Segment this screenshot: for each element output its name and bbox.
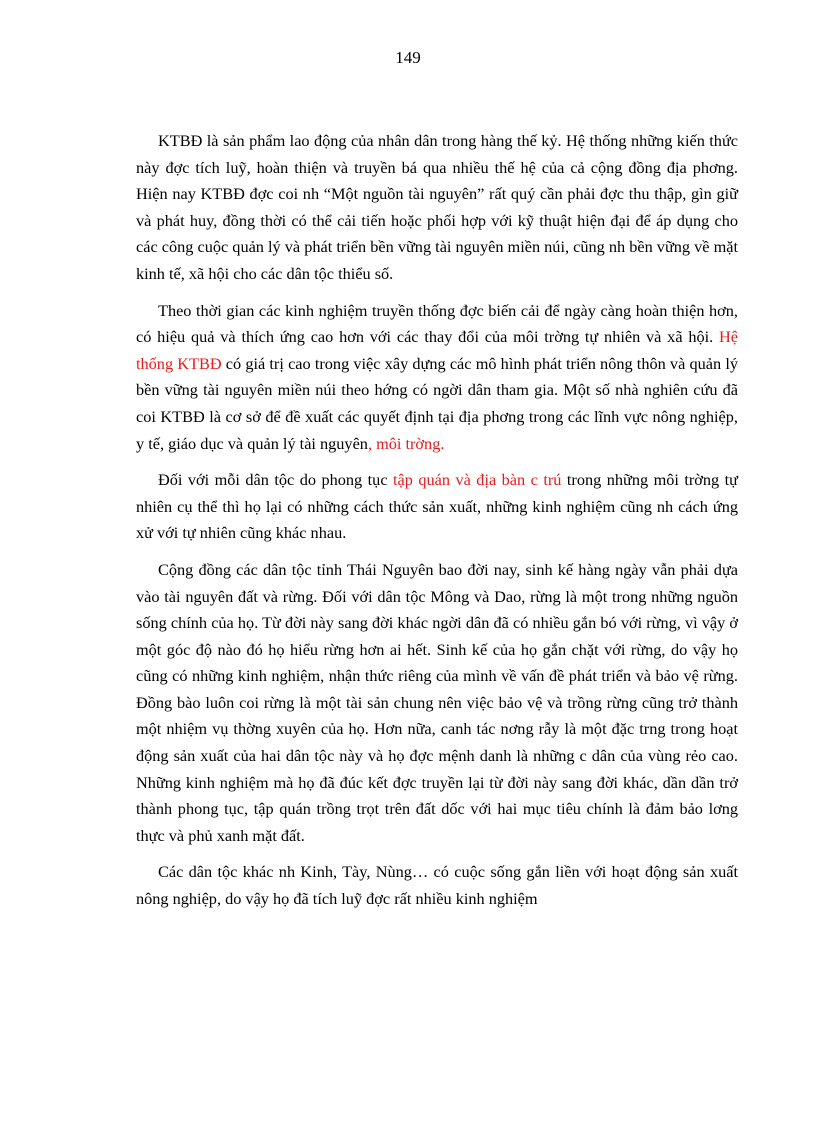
highlighted-text: Hệ thống KTBĐ xyxy=(136,327,738,373)
text-segment: trong những môi trờng tự nhiên cụ thể thì họ lại có những cách thức sản xuất, những kinh nghiệm cũng nh cách ứng xử với tự nhiên cũng khác nhau. xyxy=(136,470,739,543)
paragraph-5 xyxy=(136,859,738,912)
text-segment: Theo thời gian các kinh nghiệm truyền thống đợc biến cải để ngày càng hoàn thiện hơn, có hiệu quả và thích ứng cao hơn với các thay đổi của môi trờng tự nhiên và xã hội. xyxy=(136,300,738,347)
paragraph-2 xyxy=(136,298,738,458)
body-text xyxy=(136,128,738,913)
page-number: 149 xyxy=(395,48,421,67)
highlighted-text: , môi trờng. xyxy=(367,433,445,453)
highlighted-text: tập quán và địa bàn c trú xyxy=(393,470,562,490)
text-segment: KTBĐ là sản phẩm lao động của nhân dân trong hàng thế kỷ. Hệ thống những kiến thức này đợc tích luỹ, hoàn thiện và truyền bá qua nhiều thế hệ của cả cộng đồng địa phơng. Hiện nay KTBĐ đợc coi nh “Một nguồn tài nguyên” rất quý cần phải đợc thu thập, gìn giữ và phát huy, đồng thời có thể cải tiến hoặc phối hợp với kỹ thuật hiện đại để áp dụng cho các công cuộc quản lý và phát triển bền vững tài nguyên miền núi, cũng nh bền vững về mặt kinh tế, xã hội cho các dân tộc thiểu số. xyxy=(136,131,738,283)
paragraph-1 xyxy=(136,128,738,288)
paragraph-3 xyxy=(136,467,738,547)
text-segment: Cộng đồng các dân tộc tỉnh Thái Nguyên bao đời nay, sinh kế hàng ngày vẫn phải dựa vào tài nguyên đất và rừng. Đối với dân tộc Mông và Dao, rừng là một trong những nguồn sống chính của họ. Từ đời này sang đời khác ngời dân đã có nhiều gắn bó với rừng, vì vậy ở một góc độ nào đó họ hiểu rừng hơn ai hết. Sinh kế của họ gắn chặt với rừng, do vậy họ cũng có những kinh nghiệm, nhận thức riêng của mình về vấn đề phát triển và bảo vệ rừng. Đồng bào luôn coi rừng là một tài sản chung nên việc bảo vệ và trồng rừng cũng trở thành một nhiệm vụ thờng xuyên của họ. Hơn nữa, canh tác nơng rẫy là một đặc trng trong hoạt động sản xuất của hai dân tộc này và họ đợc mệnh danh là những c dân của vùng rẻo cao. Những kinh nghiệm mà họ đã đúc kết đợc truyền lại từ đời này sang đời khác, dần dần trở thành phong tục, tập quán trồng trọt trên đất dốc với hai mục tiêu chính là đảm bảo lơng thực và phủ xanh mặt đất. xyxy=(136,559,738,845)
text-segment: có giá trị cao trong việc xây dựng các mô hình phát triển nông thôn và quản lý bền vững tài nguyên miền núi theo hớng có ngời dân tham gia. Một số nhà nghiên cứu đã coi KTBĐ là cơ sở để đề xuất các quyết định tại địa phơng trong các lĩnh vực nông nghiệp, y tế, giáo dục và quản lý tài nguyên xyxy=(136,353,738,453)
paragraph-4 xyxy=(136,557,738,850)
text-segment: Đối với mỗi dân tộc do phong tục xyxy=(158,470,394,490)
text-segment: Các dân tộc khác nh Kinh, Tày, Nùng… có cuộc sống gắn liền với hoạt động sản xuất nông nghiệp, do vậy họ đã tích luỹ đợc rất nhiều kinh nghiệm xyxy=(136,862,738,909)
